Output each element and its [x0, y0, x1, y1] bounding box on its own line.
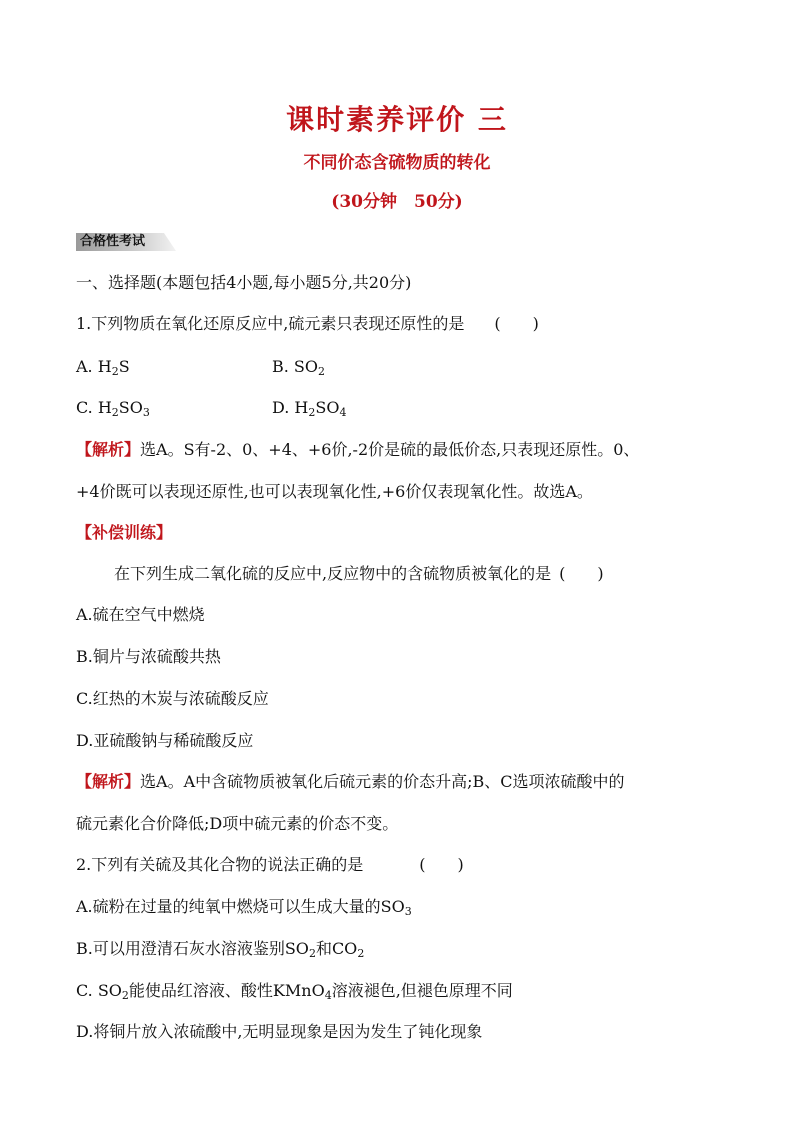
compensation-label: 【补偿训练】: [76, 523, 173, 542]
section-heading: 一、选择题(本题包括4小题,每小题5分,共20分): [76, 273, 412, 292]
analysis-label: 【解析】: [76, 440, 141, 459]
compensation-option-c: C.红热的木炭与浓硫酸反应: [76, 689, 269, 708]
section-tag-label: 合格性考试: [80, 234, 146, 249]
q2-option-a: A.硫粉在过量的纯氧中燃烧可以生成大量的$SO_3$: [76, 897, 412, 918]
analysis-label: 【解析】: [76, 772, 141, 791]
q1-option-c: C. $H_2SO_3$: [76, 398, 150, 419]
section-tag: [76, 233, 176, 251]
compensation-option-b: B.铜片与浓硫酸共热: [76, 647, 221, 666]
compensation-option-a: A.硫在空气中燃烧: [76, 605, 205, 624]
question-2-stem: 2.下列有关硫及其化合物的说法正确的是 ( ): [76, 855, 464, 874]
q1-option-a: A. $H_2S$: [76, 357, 130, 378]
page-title: 课时素养评价 三: [286, 103, 508, 136]
compensation-stem: 在下列生成二氧化硫的反应中,反应物中的含硫物质被氧化的是 ( ): [114, 564, 604, 583]
compensation-analysis-line-1: 【解析】选A。A中含硫物质被氧化后硫元素的价态升高;B、C选项浓硫酸中的: [76, 772, 625, 791]
q1-option-b: B. $SO_2$: [272, 357, 326, 378]
q2-option-d: D.将铜片放入浓硫酸中,无明显现象是因为发生了钝化现象: [76, 1022, 483, 1041]
compensation-analysis-line-2: 硫元素化合价降低;D项中硫元素的价态不变。: [76, 814, 399, 833]
question-1-bracket: ( ): [494, 314, 539, 333]
q1-option-d: D. $H_2SO_4$: [272, 398, 347, 419]
question-1-stem: [76, 314, 539, 334]
q1-analysis-line-1: 【解析】选A。S有-2、0、+4、+6价,-2价是硫的最低价态,只表现还原性。0、: [76, 440, 640, 459]
question-1-text: 1.下列物质在氧化还原反应中,硫元素只表现还原性的是: [76, 314, 465, 333]
compensation-option-d: D.亚硫酸钠与稀硫酸反应: [76, 731, 254, 750]
time-score-info: (30分钟 50分): [331, 192, 463, 212]
q2-option-b: B.可以用澄清石灰水溶液鉴别$SO_2$和$CO_2$: [76, 939, 365, 960]
q1-analysis-line-2: +4价既可以表现还原性,也可以表现氧化性,+6价仅表现氧化性。故选A。: [76, 482, 593, 501]
page-subtitle: 不同价态含硫物质的转化: [303, 153, 491, 173]
q2-option-c: C. $SO_2$能使品红溶液、酸性KMnO$_4$溶液褪色,但褪色原理不同: [76, 981, 513, 1002]
